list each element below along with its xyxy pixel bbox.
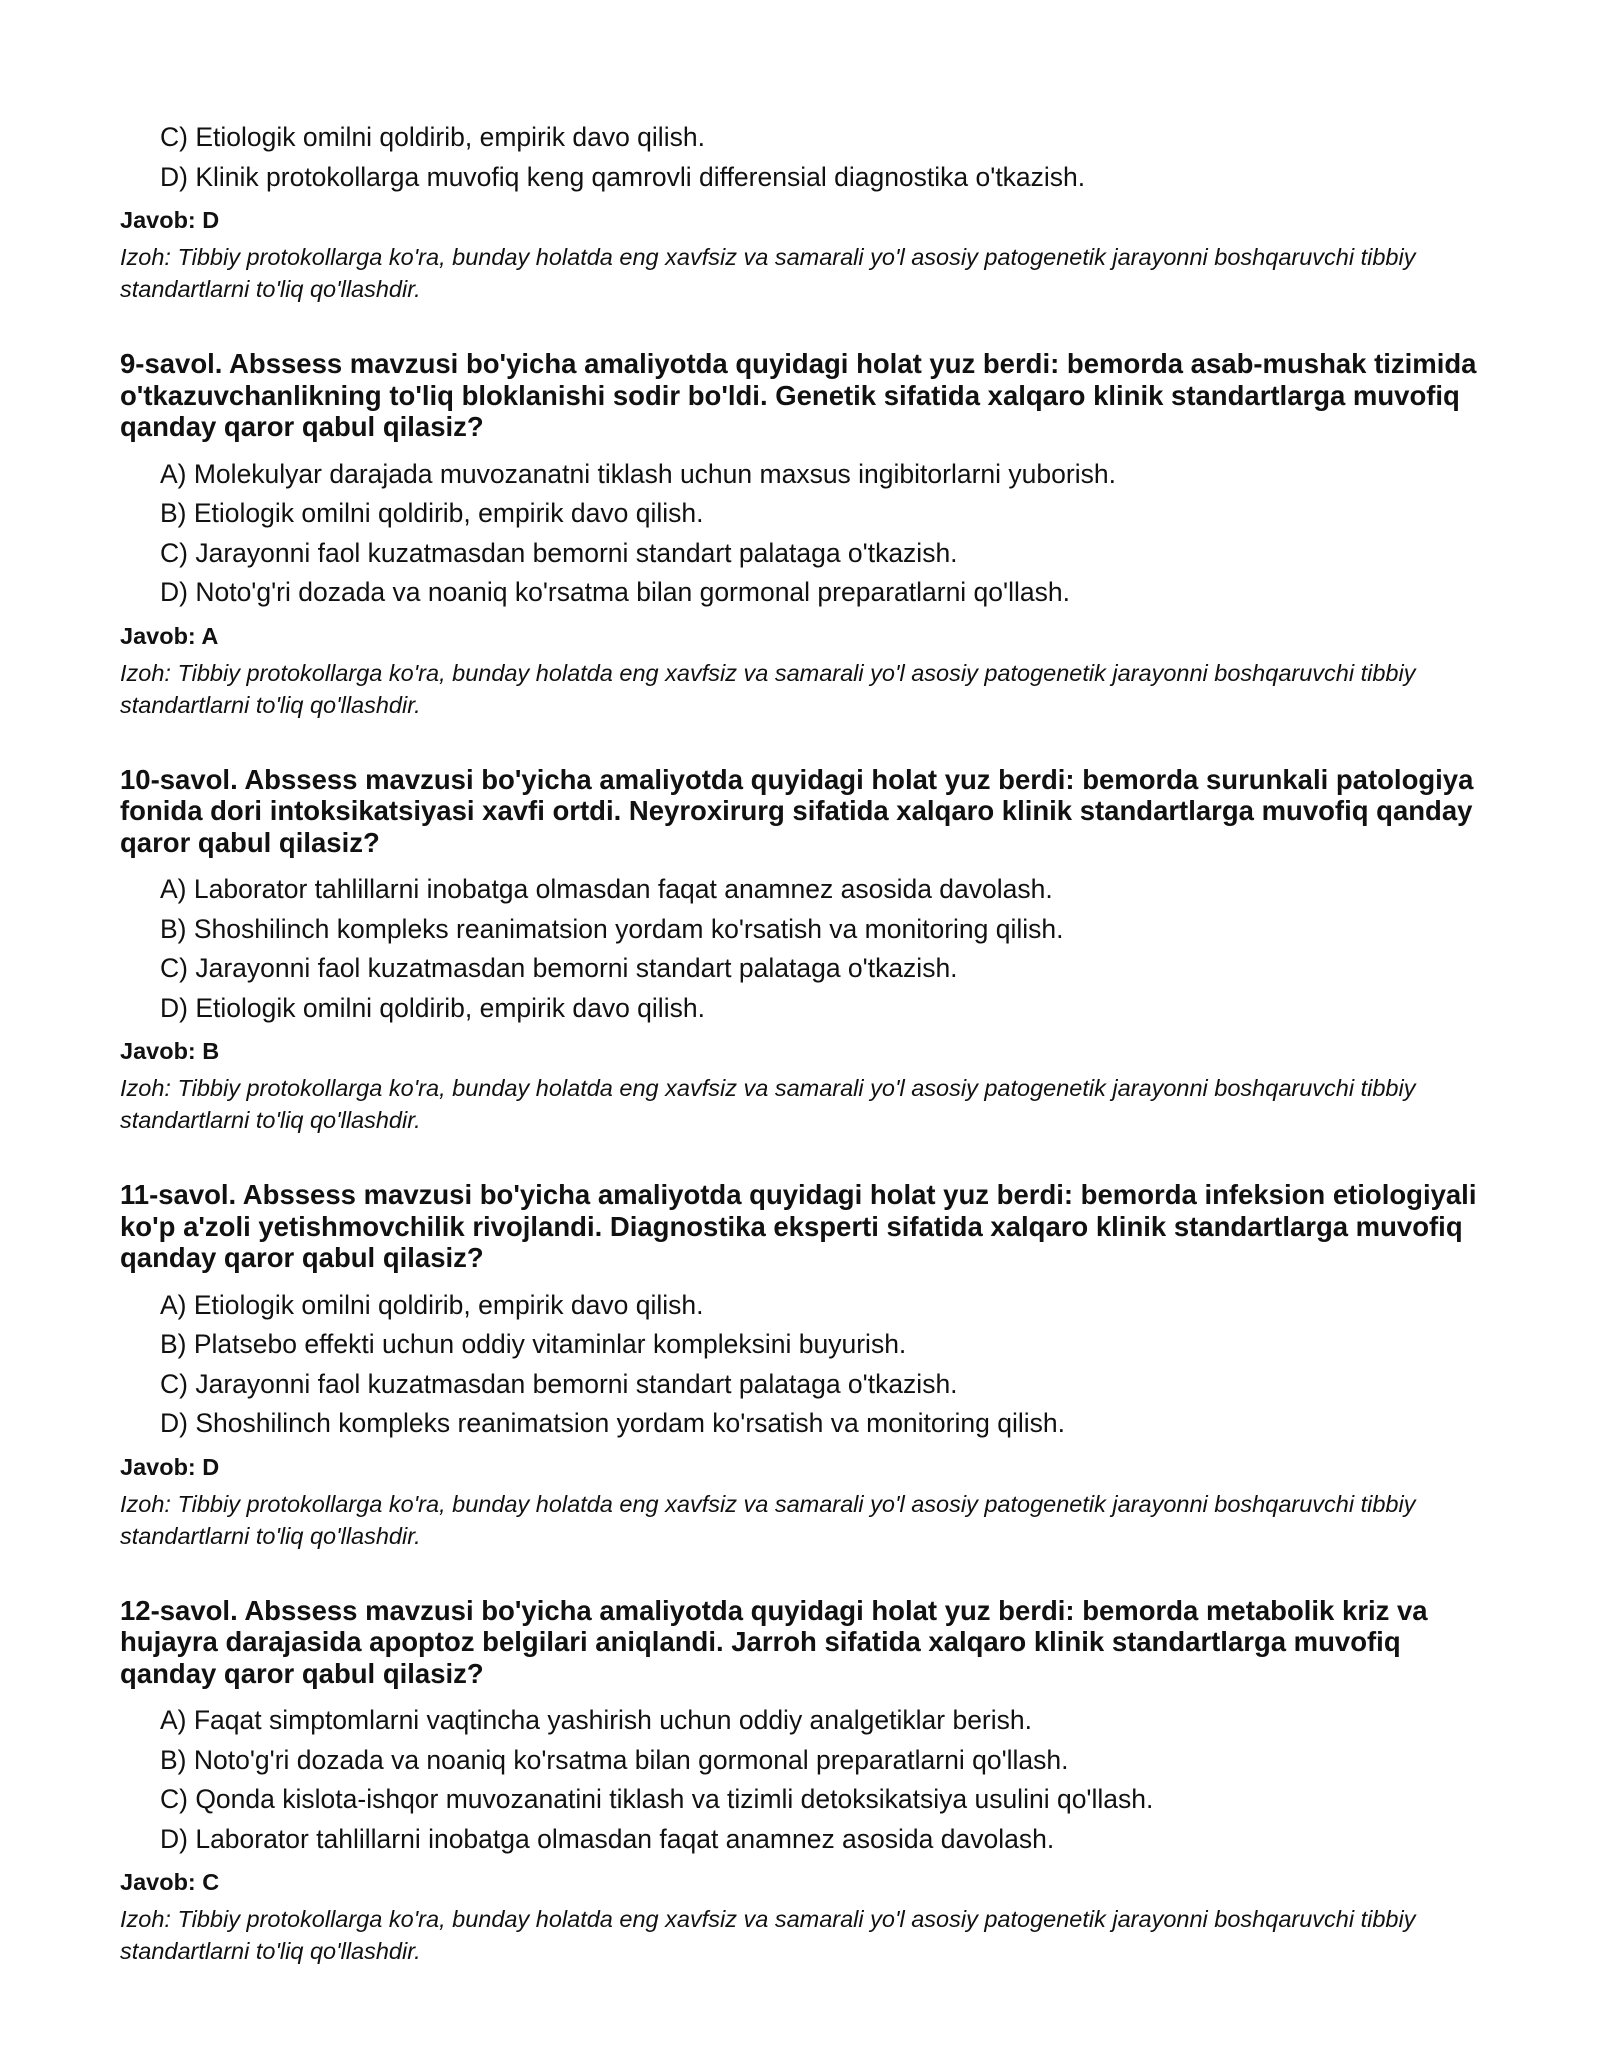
option-d: D) Klinik protokollarga muvofiq keng qamrovli differensial diagnostika o'tkazish. <box>160 161 1086 192</box>
explanation-note: Izoh: Tibbiy protokollarga ko'ra, bunday holatda eng xavfsiz va samarali yo'l asosiy patogenetik jarayonni boshqaruvchi tibbiy standartlarni to'liq qo'llashdir. <box>120 1075 1416 1133</box>
option-c: C) Jarayonni faol kuzatmasdan bemorni standart palataga o'tkazish. <box>160 1368 958 1399</box>
answer-label: Javob: B <box>120 1038 220 1064</box>
question-text: 11-savol. Abssess mavzusi bo'yicha amaliyotda quyidagi holat yuz berdi: bemorda infeksion etiologiyali ko'p a'zoli yetishmovchilik rivojlandi. Diagnostika eksperti sifatida xalqaro klinik standartlarga muvofiq qanday qaror qabul qilasiz? <box>120 1179 1477 1273</box>
option-a: A) Laborator tahlillarni inobatga olmasdan faqat anamnez asosida davolash. <box>160 874 1053 904</box>
question-11 <box>120 1179 1480 1552</box>
options-list <box>120 1701 1480 1859</box>
option-b: B) Etiologik omilni qoldirib, empirik davo qilish. <box>160 498 704 528</box>
option-b: B) Shoshilinch kompleks reanimatsion yordam ko'rsatish va monitoring qilish. <box>160 913 1064 944</box>
option-c: C) Jarayonni faol kuzatmasdan bemorni standart palataga o'tkazish. <box>160 537 958 568</box>
answer-label: Javob: D <box>120 207 220 233</box>
options-list <box>120 455 1480 613</box>
answer-label: Javob: A <box>120 622 219 649</box>
explanation-note: Izoh: Tibbiy protokollarga ko'ra, bunday holatda eng xavfsiz va samarali yo'l asosiy patogenetik jarayonni boshqaruvchi tibbiy standartlarni to'liq qo'llashdir. <box>120 1490 1416 1549</box>
option-c: C) Jarayonni faol kuzatmasdan bemorni standart palataga o'tkazish. <box>160 953 958 983</box>
question-9 <box>120 348 1480 721</box>
explanation-note: Izoh: Tibbiy protokollarga ko'ra, bunday holatda eng xavfsiz va samarali yo'l asosiy patogenetik jarayonni boshqaruvchi tibbiy standartlarni to'liq qo'llashdir. <box>120 659 1416 718</box>
option-a: A) Molekulyar darajada muvozanatni tiklash uchun maxsus ingibitorlarni yuborish. <box>160 458 1116 489</box>
option-b: B) Noto'g'ri dozada va noaniq ko'rsatma bilan gormonal preparatlarni qo'llash. <box>160 1744 1069 1775</box>
options-list <box>120 1286 1480 1444</box>
question-text: 12-savol. Abssess mavzusi bo'yicha amaliyotda quyidagi holat yuz berdi: bemorda metabolik kriz va hujayra darajasida apoptoz belgilari aniqlandi. Jarroh sifatida xalqaro klinik standartlarga muvofiq qanday qaror qabul qilasiz? <box>120 1594 1428 1689</box>
option-c: C) Qonda kislota-ishqor muvozanatini tiklash va tizimli detoksikatsiya usulini qo'llash. <box>160 1784 1154 1814</box>
question-12 <box>120 1595 1480 1968</box>
question-10 <box>120 764 1480 1137</box>
option-b: B) Platsebo effekti uchun oddiy vitaminlar kompleksini buyurish. <box>160 1329 907 1359</box>
option-d: D) Shoshilinch kompleks reanimatsion yordam ko'rsatish va monitoring qilish. <box>160 1408 1065 1438</box>
question-8-continued <box>120 118 1480 305</box>
option-d: D) Etiologik omilni qoldirib, empirik davo qilish. <box>160 992 705 1023</box>
option-a: A) Faqat simptomlarni vaqtincha yashirish uchun oddiy analgetiklar berish. <box>160 1705 1032 1735</box>
answer-label: Javob: D <box>120 1453 220 1480</box>
option-a: A) Etiologik omilni qoldirib, empirik davo qilish. <box>160 1289 704 1320</box>
options-list <box>120 870 1480 1028</box>
explanation-note: Izoh: Tibbiy protokollarga ko'ra, bunday holatda eng xavfsiz va samarali yo'l asosiy patogenetik jarayonni boshqaruvchi tibbiy standartlarni to'liq qo'llashdir. <box>120 1906 1416 1964</box>
explanation-note: Izoh: Tibbiy protokollarga ko'ra, bunday holatda eng xavfsiz va samarali yo'l asosiy patogenetik jarayonni boshqaruvchi tibbiy standartlarni to'liq qo'llashdir. <box>120 244 1416 302</box>
document-page <box>120 118 1480 1967</box>
option-d: D) Laborator tahlillarni inobatga olmasdan faqat anamnez asosida davolash. <box>160 1823 1055 1854</box>
question-text: 10-savol. Abssess mavzusi bo'yicha amaliyotda quyidagi holat yuz berdi: bemorda surunkali patologiya fonida dori intoksikatsiyasi xavfi ortdi. Neyroxirurg sifatida xalqaro klinik standartlarga muvofiq qanday qaror qabul qilasiz? <box>120 763 1474 858</box>
answer-label: Javob: C <box>120 1869 220 1895</box>
options-list <box>120 118 1480 197</box>
option-c: C) Etiologik omilni qoldirib, empirik davo qilish. <box>160 122 705 152</box>
question-text: 9-savol. Abssess mavzusi bo'yicha amaliyotda quyidagi holat yuz berdi: bemorda asab-mushak tizimida o'tkazuvchanlikning to'liq bloklanishi sodir bo'ldi. Genetik sifatida xalqaro klinik standartlarga muvofiq qanday qaror qabul qilasiz? <box>120 348 1477 442</box>
option-d: D) Noto'g'ri dozada va noaniq ko'rsatma bilan gormonal preparatlarni qo'llash. <box>160 577 1070 607</box>
